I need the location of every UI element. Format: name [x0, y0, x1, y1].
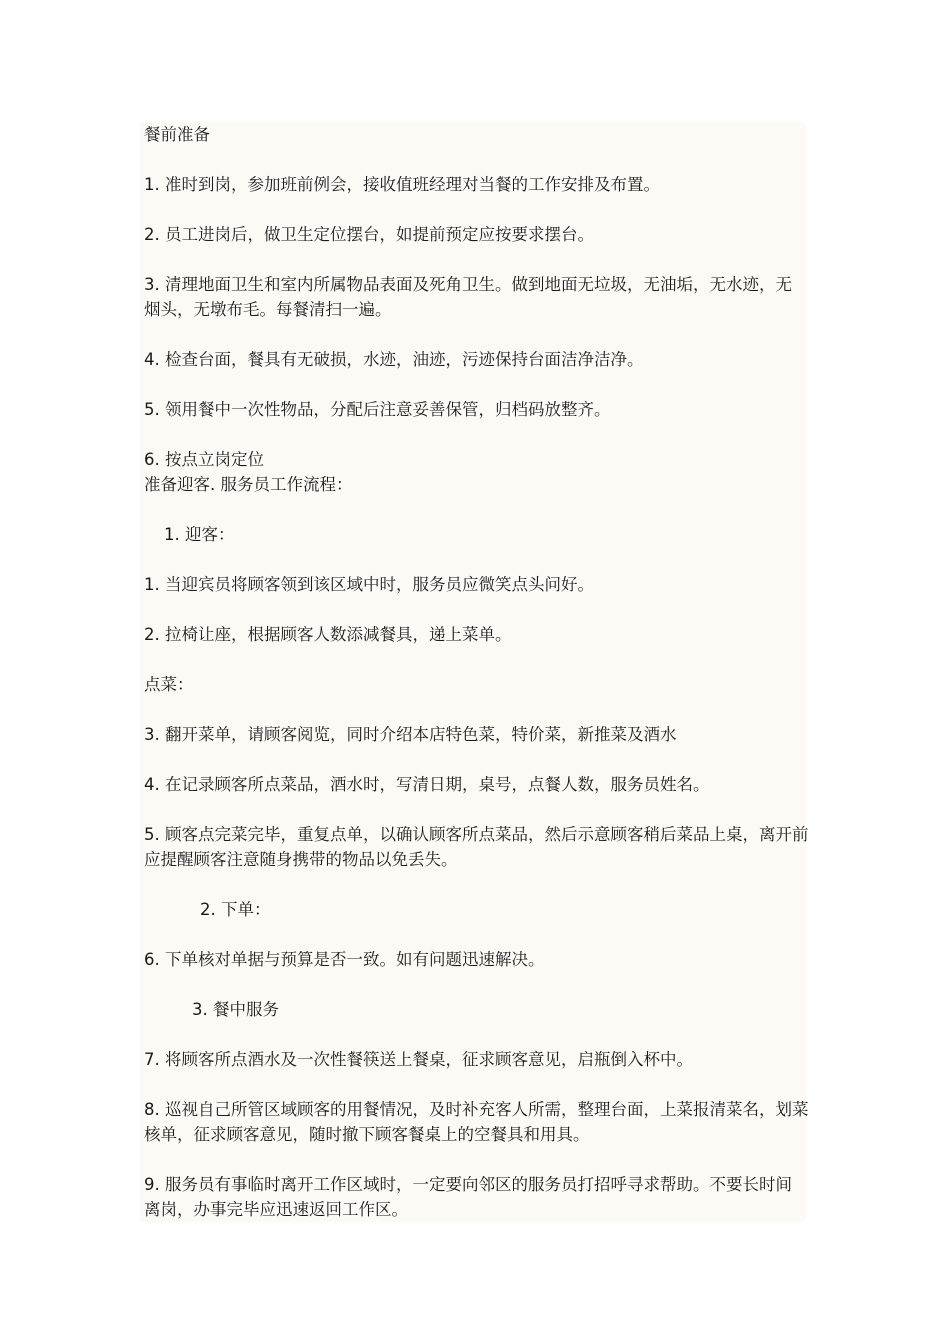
section-heading-welcome: 1. 迎客： — [164, 525, 235, 544]
list-item: 3. 清理地面卫生和室内所属物品表面及死角卫生。做到地面无垃圾，无油垢，无水迹，无 烟头，无墩布毛。每餐清扫一遍。 — [144, 275, 792, 319]
heading-pre-meal: 餐前准备 — [144, 125, 210, 144]
document-body — [144, 122, 812, 1222]
list-item: 5. 领用餐中一次性物品，分配后注意妥善保管，归档码放整齐。 — [144, 400, 611, 419]
section-heading-order: 点菜： — [144, 675, 194, 694]
list-item: 1. 当迎宾员将顾客领到该区域中时，服务员应微笑点头问好。 — [144, 575, 594, 594]
list-item: 6. 下单核对单据与预算是否一致。如有问题迅速解决。 — [144, 950, 545, 969]
list-item: 2. 拉椅让座，根据顾客人数添减餐具，递上菜单。 — [144, 625, 512, 644]
list-item: 9. 服务员有事临时离开工作区域时，一定要向邻区的服务员打招呼寻求帮助。不要长时间 离岗，办事完毕应迅速返回工作区。 — [144, 1175, 792, 1219]
list-item: 1. 准时到岗，参加班前例会，接收值班经理对当餐的工作安排及布置。 — [144, 175, 660, 194]
section-heading-service: 3. 餐中服务 — [192, 1000, 279, 1019]
list-item: 6. 按点立岗定位 — [144, 450, 264, 469]
list-item: 7. 将顾客所点酒水及一次性餐筷送上餐桌，征求顾客意见，启瓶倒入杯中。 — [144, 1050, 693, 1069]
list-item: 2. 员工进岗后，做卫生定位摆台，如提前预定应按要求摆台。 — [144, 225, 594, 244]
list-item: 4. 在记录顾客所点菜品，酒水时，写清日期，桌号，点餐人数，服务员姓名。 — [144, 775, 710, 794]
list-item: 5. 顾客点完菜完毕，重复点单，以确认顾客所点菜品，然后示意顾客稍后菜品上桌，离开前 应提醒顾客注意随身携带的物品以免丢失。 — [144, 825, 809, 869]
list-item: 4. 检查台面，餐具有无破损，水迹，油迹，污迹保持台面洁净洁净。 — [144, 350, 644, 369]
workflow-title: 准备迎客. 服务员工作流程： — [144, 475, 353, 494]
list-item: 3. 翻开菜单，请顾客阅览，同时介绍本店特色菜，特价菜，新推菜及酒水 — [144, 725, 677, 744]
section-heading-submit: 2. 下单： — [200, 900, 271, 919]
list-item: 8. 巡视自己所管区域顾客的用餐情况，及时补充客人所需，整理台面，上菜报清菜名，划菜 核单，征求顾客意见，随时撤下顾客餐桌上的空餐具和用具。 — [144, 1100, 809, 1144]
